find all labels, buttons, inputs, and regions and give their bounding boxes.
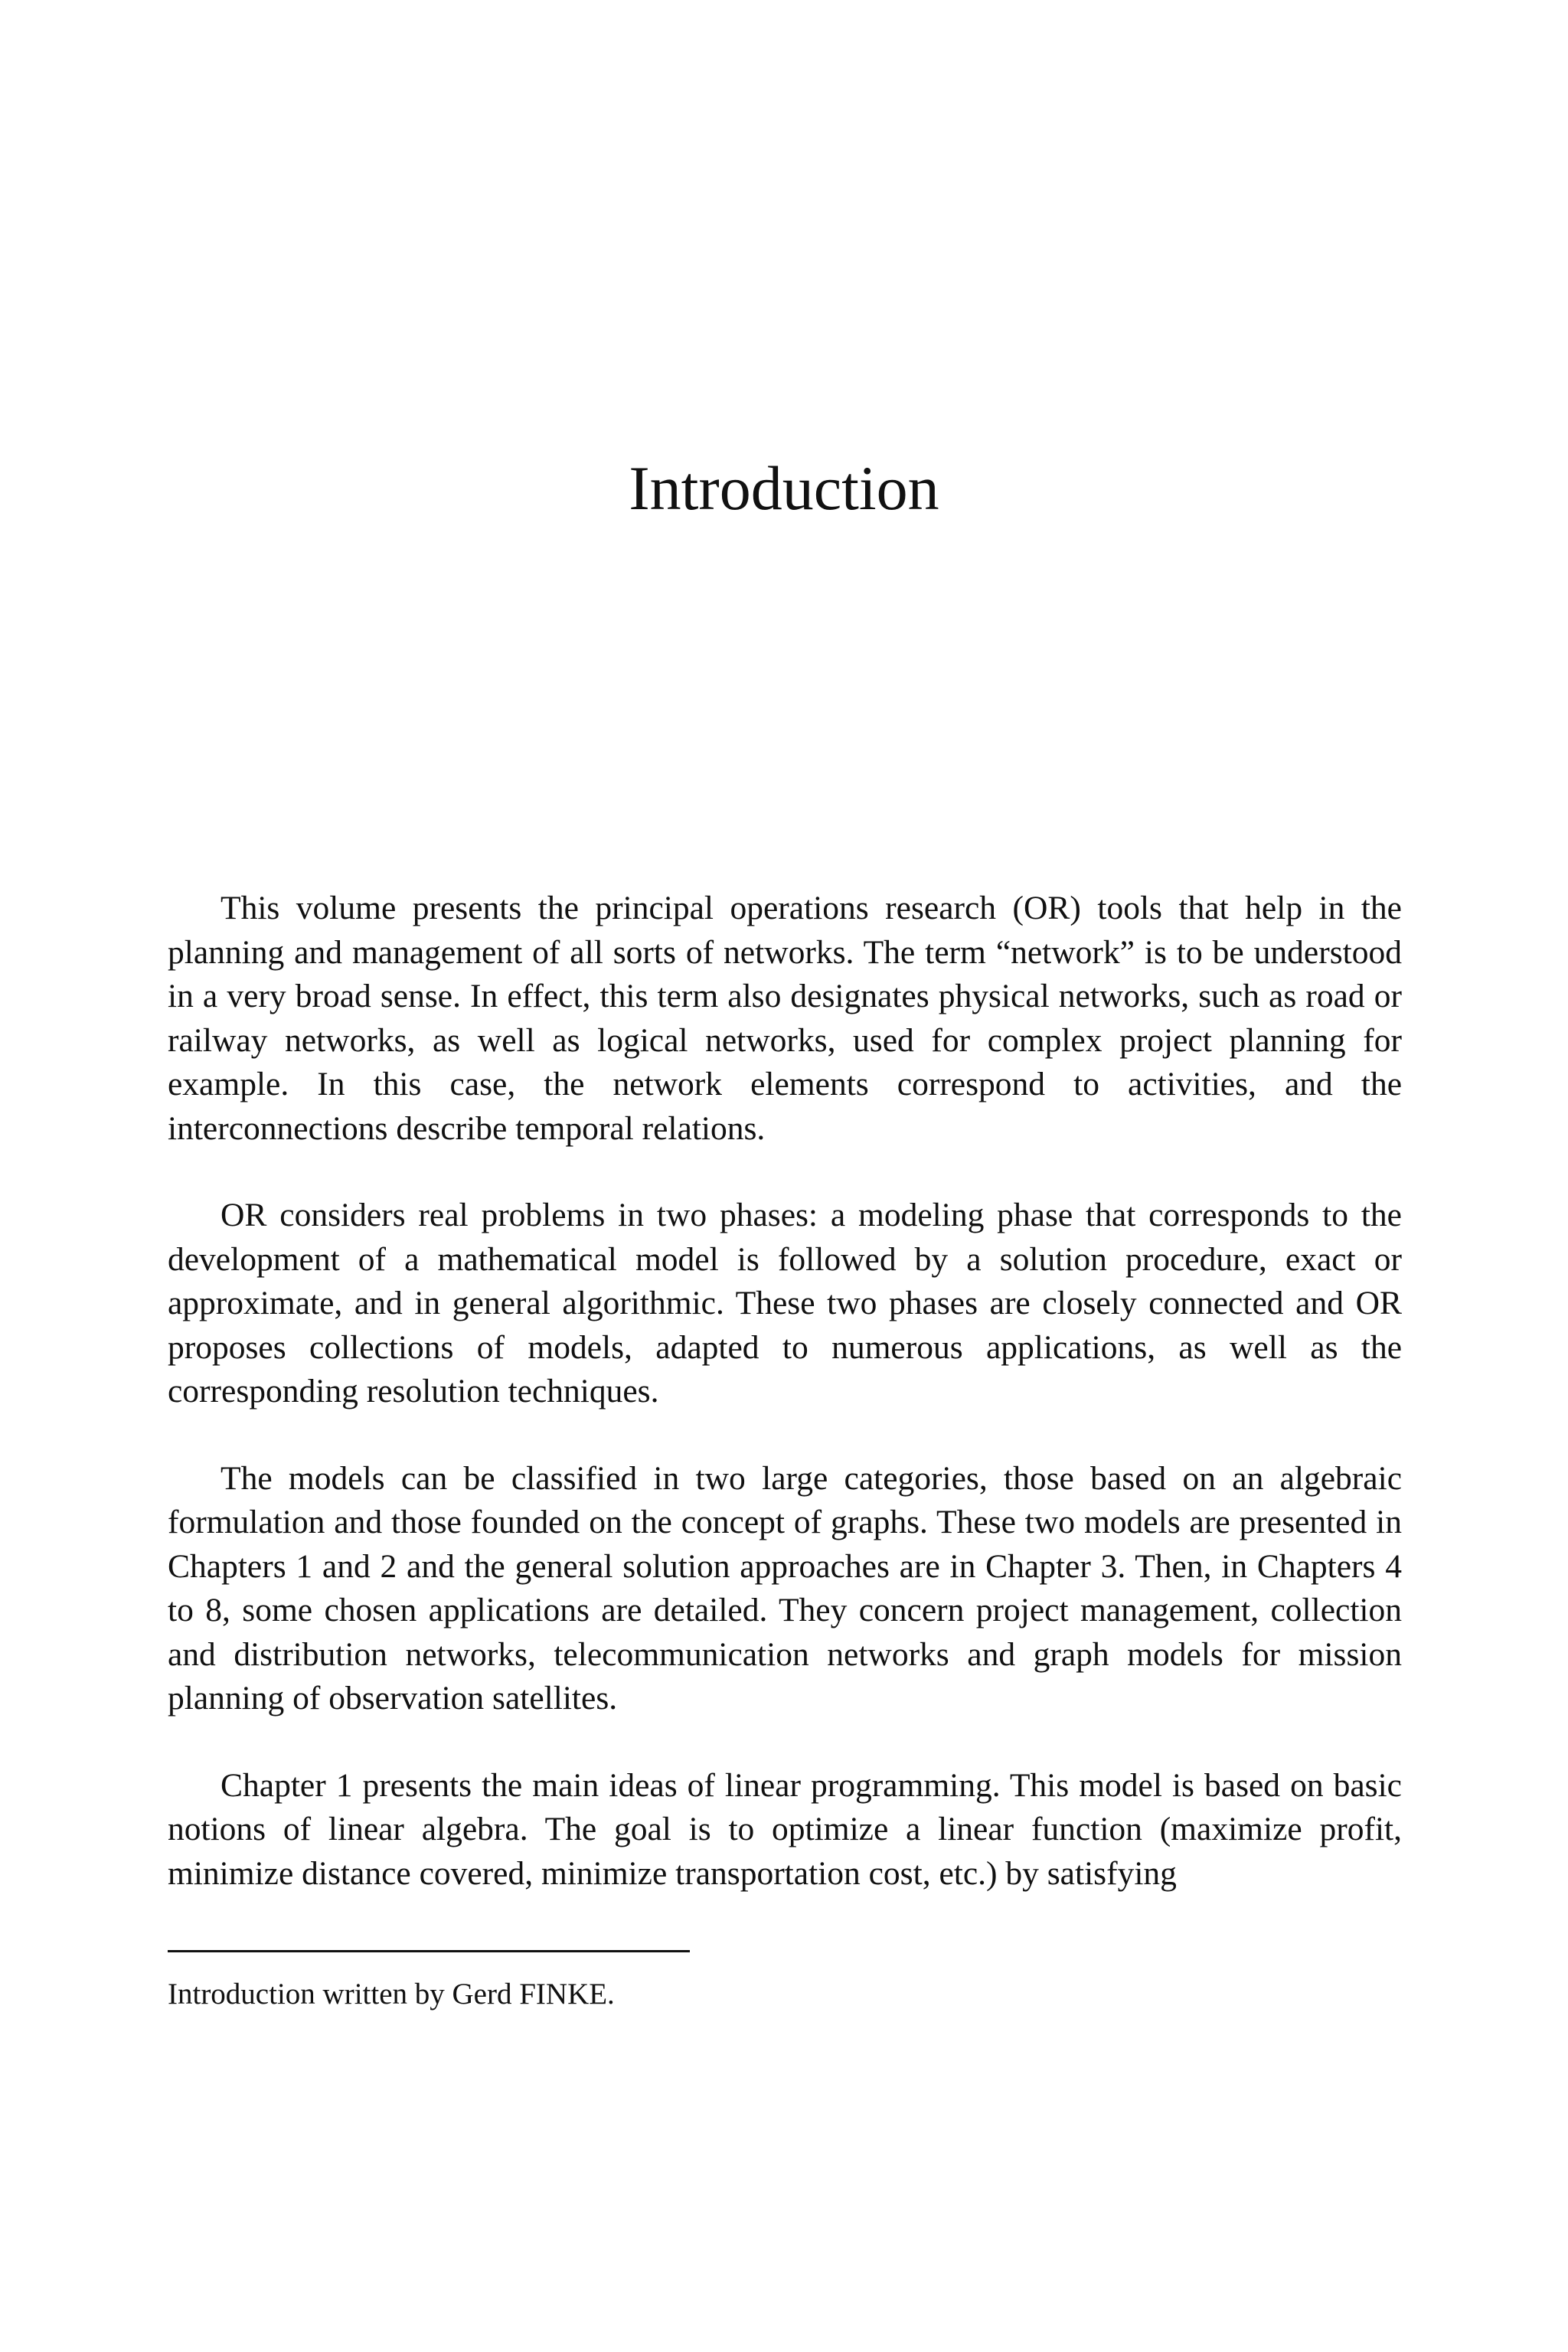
paragraph-3: The models can be classified in two large categories, those based on an algebraic formulation and those founded on the concept of graphs. These two models are presented in Chapters 1 and 2 and the general solution approaches are in Chapter 3. Then, in Chapters 4 to 8, some chosen applications are detailed. They concern project management, collection and distribution networks, telecommunication networks and graph models for mission planning of observation satellites. (168, 1459, 1402, 1717)
paragraph-1: This volume presents the principal operations research (OR) tools that help in the planning and management of all sorts of networks. The term “network” is to be understood in a very broad sense. In effect, this term also designates physical networks, such as road or railway networks, as well as logical networks, used for complex project planning for example. In this case, the network elements correspond to activities, and the interconnections describe temporal relations. (168, 890, 1402, 1147)
footnote-divider (168, 1950, 690, 1952)
chapter-title: Introduction (629, 453, 939, 523)
paragraph-2: OR considers real problems in two phases: a modeling phase that corresponds to the development of a mathematical model is followed by a solution procedure, exact or approximate, and in general algorithmic. These two phases are closely connected and OR proposes collections of models, adapted to numerous applications, as well as the corresponding resolution techniques. (168, 1197, 1402, 1410)
body-text (168, 887, 1402, 1939)
footnote: Introduction written by Gerd FINKE. (168, 1978, 615, 2011)
paragraph-4: Chapter 1 presents the main ideas of linear programming. This model is based on basic notions of linear algebra. The goal is to optimize a linear function (maximize profit, minimize distance covered, minimize transportation cost, etc.) by satisfying (168, 1766, 1402, 1892)
